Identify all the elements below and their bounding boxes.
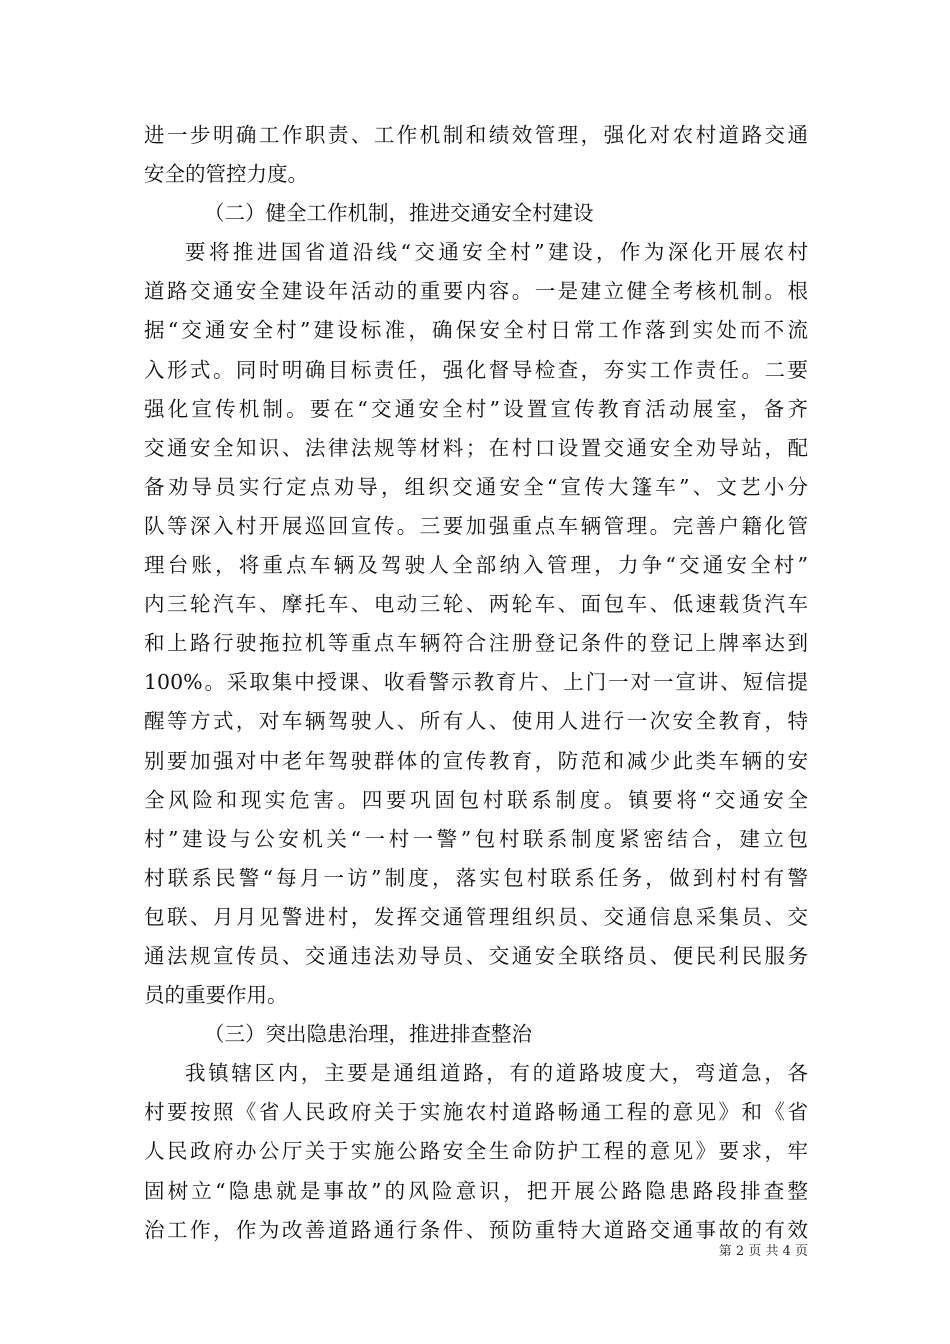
text-line: 村联系民警“每月一访”制度，落实包村联系任务，做到村村有警 (144, 865, 808, 890)
paragraph-first-line: 要将推进国省道沿线“交通安全村”建设，作为深化开展农村 (185, 240, 808, 265)
text-line: 人民政府办公厅关于实施公路安全生命防护工程的意见》要求，牢 (144, 1139, 808, 1164)
paragraph-last-line: 安全的管控力度。 (144, 162, 308, 187)
text-line: 和上路行驶拖拉机等重点车辆符合注册登记条件的登记上牌率达到 (144, 631, 808, 656)
page-number-footer: 第 2 页 共 4 页 (718, 1244, 808, 1259)
text-line: 通法规宣传员、交通违法劝导员、交通安全联络员、便民利民服务 (144, 943, 808, 968)
text-line: 100%。采取集中授课、收看警示教育片、上门一对一宣讲、短信提 (144, 670, 808, 695)
section-heading: （三）突出隐患治理，推进排查整治 (204, 1022, 532, 1047)
text-line: 包联、月月见警进村，发挥交通管理组织员、交通信息采集员、交 (144, 904, 808, 929)
text-line: 进一步明确工作职责、工作机制和绩效管理，强化对农村道路交通 (144, 123, 808, 147)
text-line: 交通安全知识、法律法规等材料；在村口设置交通安全劝导站，配 (144, 435, 808, 460)
text-line: 队等深入村开展巡回宣传。三要加强重点车辆管理。完善户籍化管 (144, 513, 808, 538)
text-line: 道路交通安全建设年活动的重要内容。一是建立健全考核机制。根 (144, 279, 808, 304)
paragraph-first-line: 我镇辖区内，主要是通组道路，有的道路坡度大，弯道急，各 (185, 1061, 808, 1086)
text-line: 据“交通安全村”建设标准，确保安全村日常工作落到实处而不流 (144, 318, 808, 343)
body-text (144, 116, 808, 1250)
text-line: 入形式。同时明确目标责任，强化督导检查，夯实工作责任。二要 (144, 357, 808, 382)
text-line: 内三轮汽车、摩托车、电动三轮、两轮车、面包车、低速载货汽车 (144, 592, 808, 617)
text-line: 村要按照《省人民政府关于实施农村道路畅通工程的意见》和《省 (144, 1100, 808, 1125)
text-line: 固树立“隐患就是事故”的风险意识，把开展公路隐患路段排查整 (144, 1178, 808, 1203)
paragraph-last-line: 员的重要作用。 (144, 983, 288, 1008)
text-line: 理台账，将重点车辆及驾驶人全部纳入管理，力争“交通安全村” (144, 553, 808, 578)
text-line: 备劝导员实行定点劝导，组织交通安全“宣传大篷车”、文艺小分 (144, 474, 808, 499)
text-line: 醒等方式，对车辆驾驶人、所有人、使用人进行一次安全教育，特 (144, 709, 808, 734)
text-line: 村”建设与公安机关“一村一警”包村联系制度紧密结合，建立包 (144, 826, 808, 851)
section-heading: （二）健全工作机制，推进交通安全村建设 (204, 201, 594, 226)
text-line: 治工作，作为改善道路通行条件、预防重特大道路交通事故的有效 (144, 1217, 808, 1242)
text-line: 全风险和现实危害。四要巩固包村联系制度。镇要将“交通安全 (144, 787, 808, 812)
text-line: 别要加强对中老年驾驶群体的宣传教育，防范和减少此类车辆的安 (144, 748, 808, 773)
text-line: 强化宣传机制。要在“交通安全村”设置宣传教育活动展室，备齐 (144, 396, 808, 421)
